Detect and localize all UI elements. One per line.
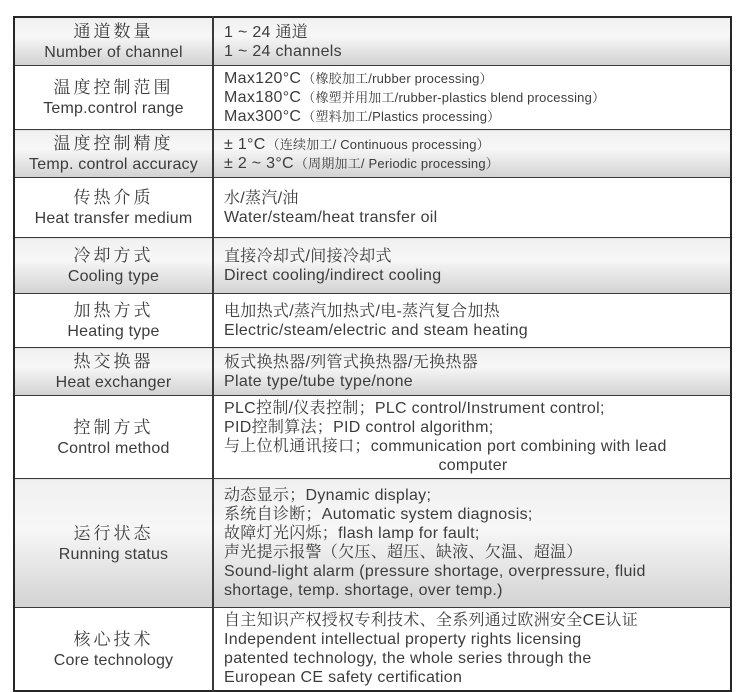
row-label-heat-transfer-medium [14,178,213,238]
value-line [224,189,722,208]
value-segment: PID控制算法；PID control algorithm; [224,419,494,436]
value-segment: 1 ~ 24 通道 [224,23,309,41]
value-segment: 声光提示报警（欠压、超压、缺液、欠温、超温） [224,544,583,561]
value-segment: 与上位机通讯接口；communication port combining with lead [224,438,667,455]
table-row-cooling-type [14,238,731,294]
table-row-heating-type [14,294,731,348]
row-label-en: Heat transfer medium [34,210,193,227]
value-line [224,69,722,88]
row-value-channel-count [213,17,731,66]
value-line [224,107,722,126]
row-value-control-method [213,396,731,479]
value-line [224,486,722,505]
spec-table [13,16,732,692]
row-label-control-method [14,396,213,479]
value-line [224,42,722,61]
value-segment: PLC控制/仪表控制；PLC control/Instrument control; [224,400,605,417]
row-label-temp-control-accuracy [14,130,213,178]
value-segment: 系统自诊断；Automatic system diagnosis; [224,506,533,523]
value-segment: （塑料加工/Plastics processing） [302,109,501,124]
table-row-core-technology [14,608,731,692]
row-label-heat-exchanger [14,348,213,396]
row-value-running-status [213,479,731,608]
value-segment: Water/steam/heat transfer oil [224,208,438,226]
row-value-core-technology [213,608,731,692]
value-segment: 1 ~ 24 channels [224,42,342,60]
value-segment: ± 1°C [224,135,266,153]
row-label-zh: 加热方式 [73,301,154,320]
value-line [224,247,722,266]
value-segment: 自主知识产权授权专利技术、全系列通过欧洲安全CE认证 [224,612,639,629]
row-label-zh: 核心技术 [73,629,154,649]
row-label-en: Cooling type [67,268,160,285]
value-segment: 板式换热器/列管式换热器/无换热器 [224,353,478,371]
value-segment: Plate type/tube type/none [224,372,413,390]
row-label-en: Core technology [53,651,174,669]
value-segment: computer [438,457,508,474]
row-label-temp-control-range [14,66,213,130]
row-label-zh: 传热介质 [73,188,154,207]
row-label-zh: 温度控制精度 [53,134,174,153]
value-segment: ± 2 ~ 3°C [224,154,294,172]
row-value-heat-transfer-medium [213,178,731,238]
row-label-heating-type [14,294,213,348]
value-line [224,321,722,340]
value-line [224,266,722,285]
value-segment: 动态显示；Dynamic display; [224,487,432,504]
value-segment: shortage, temp. shortage, over temp.) [224,582,503,599]
value-segment: Max300°C [224,108,302,125]
value-line [224,88,722,107]
value-line [224,649,722,668]
row-label-en: Heating type [67,323,160,340]
table-row-temp-control-accuracy [14,130,731,178]
row-value-cooling-type [213,238,731,294]
row-label-zh: 冷却方式 [73,246,154,265]
value-segment: （橡塑并用加工/rubber-plastics blend processing） [302,90,606,105]
value-segment: Direct cooling/indirect cooling [224,266,442,284]
table-row-control-method [14,396,731,479]
value-segment: Max180°C [224,89,302,106]
value-line [224,302,722,321]
row-label-channel-count [14,17,213,66]
value-segment: 直接冷却式/间接冷却式 [224,247,392,265]
value-line [224,581,722,600]
row-label-running-status [14,479,213,608]
value-line [224,668,722,687]
row-label-zh: 温度控制范围 [53,78,174,97]
value-segment: Sound-light alarm (pressure shortage, overpressure, fluid [224,563,646,580]
table-row-heat-transfer-medium [14,178,731,238]
value-line [224,23,722,42]
value-segment: （橡胶加工/rubber processing） [302,71,493,86]
row-label-cooling-type [14,238,213,294]
row-label-zh: 控制方式 [73,417,154,437]
value-line [224,154,722,173]
row-value-temp-control-accuracy [213,130,731,178]
row-label-en: Temp.control range [43,100,184,117]
row-value-heat-exchanger [213,348,731,396]
value-line [224,505,722,524]
row-label-en: Heat exchanger [55,374,172,391]
value-segment: （周期加工/ Periodic processing） [294,155,499,171]
value-line [224,630,722,649]
value-line [224,437,722,456]
row-label-zh: 通道数量 [73,22,154,41]
table-row-running-status [14,479,731,608]
value-line [224,372,722,391]
value-line [224,135,722,154]
value-segment: patented technology, the whole series through the [224,650,592,667]
value-line [224,543,722,562]
table-row-heat-exchanger [14,348,731,396]
row-label-zh: 热交换器 [73,352,154,371]
value-segment: Independent intellectual property rights licensing [224,631,582,648]
value-line [224,524,722,543]
value-segment: 水/蒸汽/油 [224,189,299,207]
row-label-en: Number of channel [44,44,183,61]
value-segment: Electric/steam/electric and steam heating [224,321,528,339]
row-value-heating-type [213,294,731,348]
value-segment: 电加热式/蒸汽加热式/电-蒸汽复合加热 [224,302,500,320]
row-label-core-technology [14,608,213,692]
value-segment: （连续加工/ Continuous processing） [266,136,490,152]
table-row-channel-count [14,17,731,66]
row-label-en: Control method [57,439,170,457]
value-line [224,456,722,475]
spec-table-body [14,17,731,691]
value-line [224,562,722,581]
value-line [224,399,722,418]
value-line [224,208,722,227]
value-segment: Max120°C [224,70,302,87]
row-label-en: Temp. control accuracy [29,156,198,173]
table-row-temp-control-range [14,66,731,130]
spec-sheet [13,16,732,692]
value-segment: European CE safety certification [224,669,463,686]
value-line [224,611,722,630]
value-line [224,418,722,437]
value-line [224,353,722,372]
row-label-en: Running status [58,545,169,563]
row-value-temp-control-range [213,66,731,130]
row-label-zh: 运行状态 [73,523,154,543]
value-segment: 故障灯光闪烁；flash lamp for fault; [224,525,480,542]
